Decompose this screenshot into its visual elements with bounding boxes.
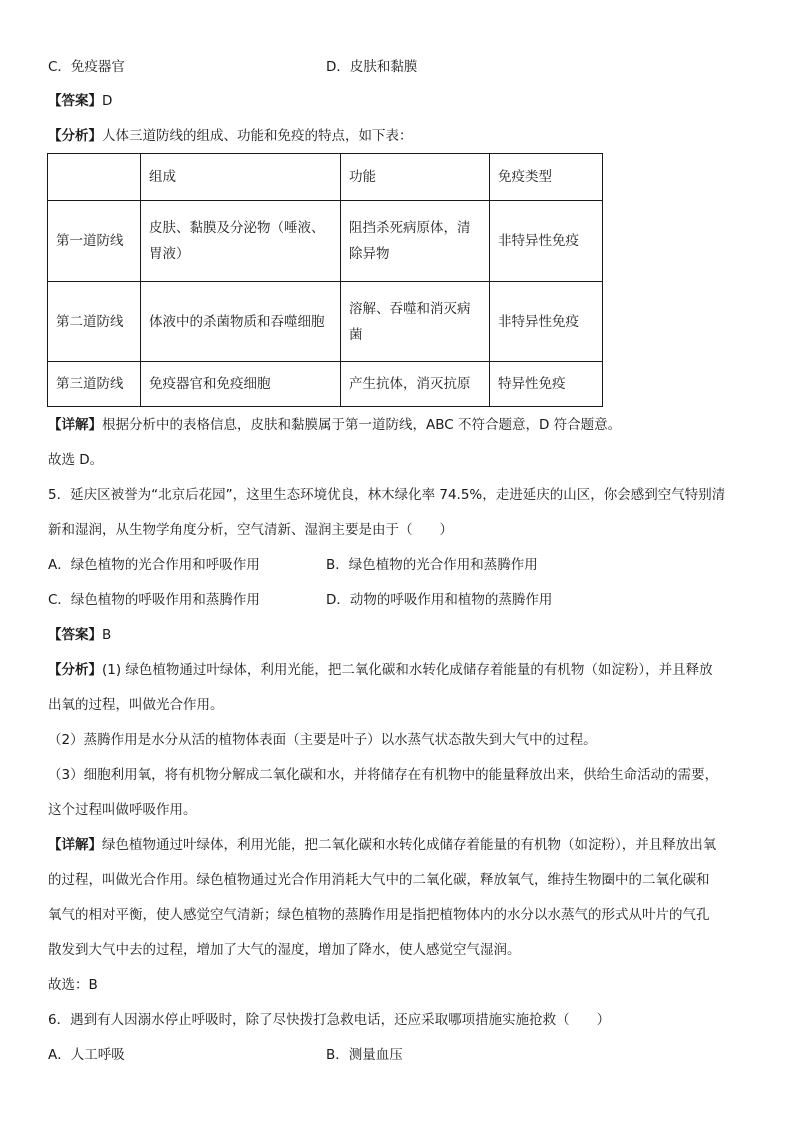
table-cell: 溶解、吞噬和消灭病菌: [341, 282, 490, 362]
table-cell: 特异性免疫: [490, 362, 603, 407]
analysis-text: (1) 绿色植物通过叶绿体，利用光能，把二氧化碳和水转化成储存着能量的有机物（如淀粉），并且释放: [102, 662, 713, 678]
q5-answer: [48, 625, 111, 645]
q4-detail: [48, 415, 621, 435]
q5-option-a[interactable]: A．绿色植物的光合作用和呼吸作用: [48, 557, 260, 573]
defense-lines-table: [47, 153, 603, 407]
table-cell: 第一道防线: [48, 201, 141, 282]
table-header-cell: [48, 154, 141, 201]
table-cell: 免疫器官和免疫细胞: [141, 362, 341, 407]
analysis-text: 人体三道防线的组成、功能和免疫的特点，如下表：: [102, 128, 413, 144]
q5-option-b[interactable]: B．绿色植物的光合作用和蒸腾作用: [326, 557, 538, 573]
table-cell: 阻挡杀死病原体，清除异物: [341, 201, 490, 282]
q4-conclusion: 故选 D。: [48, 452, 104, 468]
table-cell: 产生抗体，消灭抗原: [341, 362, 490, 407]
table-cell: 体液中的杀菌物质和吞噬细胞: [141, 282, 341, 362]
table-row: [48, 282, 603, 362]
q5-analysis-line-5: 这个过程叫做呼吸作用。: [48, 802, 197, 818]
q5-analysis-line-4: （3）细胞利用氧，将有机物分解成二氧化碳和水，并将储存在有机物中的能量释放出来，供给生命活动的需要，: [48, 767, 719, 783]
q5-analysis-line-1: [48, 660, 713, 680]
analysis-tag: 【分析】: [48, 662, 102, 678]
q4-answer: [48, 91, 112, 111]
detail-text: 根据分析中的表格信息，皮肤和黏膜属于第一道防线，ABC 不符合题意，D 符合题意。: [102, 417, 622, 433]
table-header-cell: 功能: [341, 154, 490, 201]
q5-detail-line-3: 氧气的相对平衡，使人感觉空气清新；绿色植物的蒸腾作用是指把植物体内的水分以水蒸气的形式从叶片的气孔: [48, 907, 710, 923]
detail-text: 绿色植物通过叶绿体，利用光能，把二氧化碳和水转化成储存着能量的有机物（如淀粉），并且释放出氧: [102, 837, 717, 853]
q6-stem: 6．遇到有人因溺水停止呼吸时，除了尽快拨打急救电话，还应采取哪项措施实施抢救（ ）: [48, 1012, 611, 1028]
q5-option-c[interactable]: C．绿色植物的呼吸作用和蒸腾作用: [48, 592, 260, 608]
answer-value: D: [102, 93, 113, 109]
q5-option-d[interactable]: D．动物的呼吸作用和植物的蒸腾作用: [326, 592, 553, 608]
detail-tag: 【详解】: [48, 417, 102, 433]
table-cell: 第二道防线: [48, 282, 141, 362]
q5-stem-line-1: 5．延庆区被誉为“北京后花园”，这里生态环境优良，林木绿化率 74.5%，走进延庆的山区，你会感到空气特别清: [48, 487, 726, 503]
q4-option-c[interactable]: C．免疫器官: [48, 59, 125, 75]
answer-tag: 【答案】: [48, 93, 102, 109]
q5-analysis-line-3: （2）蒸腾作用是水分从活的植物体表面（主要是叶子）以水蒸气状态散失到大气中的过程。: [48, 732, 597, 748]
q5-detail-line-4: 散发到大气中去的过程，增加了大气的湿度，增加了降水，使人感觉空气湿润。: [48, 942, 521, 958]
table-cell: 非特异性免疫: [490, 201, 603, 282]
table-cell: 非特异性免疫: [490, 282, 603, 362]
q5-detail-line-2: 的过程，叫做光合作用。绿色植物通过光合作用消耗大气中的二氧化碳，释放氧气，维持生物圈中的二氧化碳和: [48, 872, 710, 888]
table-header-cell: 组成: [141, 154, 341, 201]
answer-value: B: [102, 627, 112, 643]
q5-detail-line-1: [48, 835, 716, 855]
q5-conclusion: 故选：B: [48, 977, 98, 993]
detail-tag: 【详解】: [48, 837, 102, 853]
table-header-cell: 免疫类型: [490, 154, 603, 201]
table-cell: 第三道防线: [48, 362, 141, 407]
table-cell: 皮肤、黏膜及分泌物（唾液、胃液）: [141, 201, 341, 282]
table-row: [48, 201, 603, 282]
q5-analysis-line-2: 出氧的过程，叫做光合作用。: [48, 697, 224, 713]
q6-option-b[interactable]: B．测量血压: [326, 1047, 403, 1063]
analysis-tag: 【分析】: [48, 128, 102, 144]
q4-option-d[interactable]: D．皮肤和黏膜: [326, 59, 418, 75]
table-header-row: [48, 154, 603, 201]
table-row: [48, 362, 603, 407]
q5-stem-line-2: 新和湿润，从生物学角度分析，空气清新、湿润主要是由于（ ）: [48, 522, 453, 538]
q6-option-a[interactable]: A．人工呼吸: [48, 1047, 125, 1063]
q4-analysis: [48, 126, 413, 146]
answer-tag: 【答案】: [48, 627, 102, 643]
